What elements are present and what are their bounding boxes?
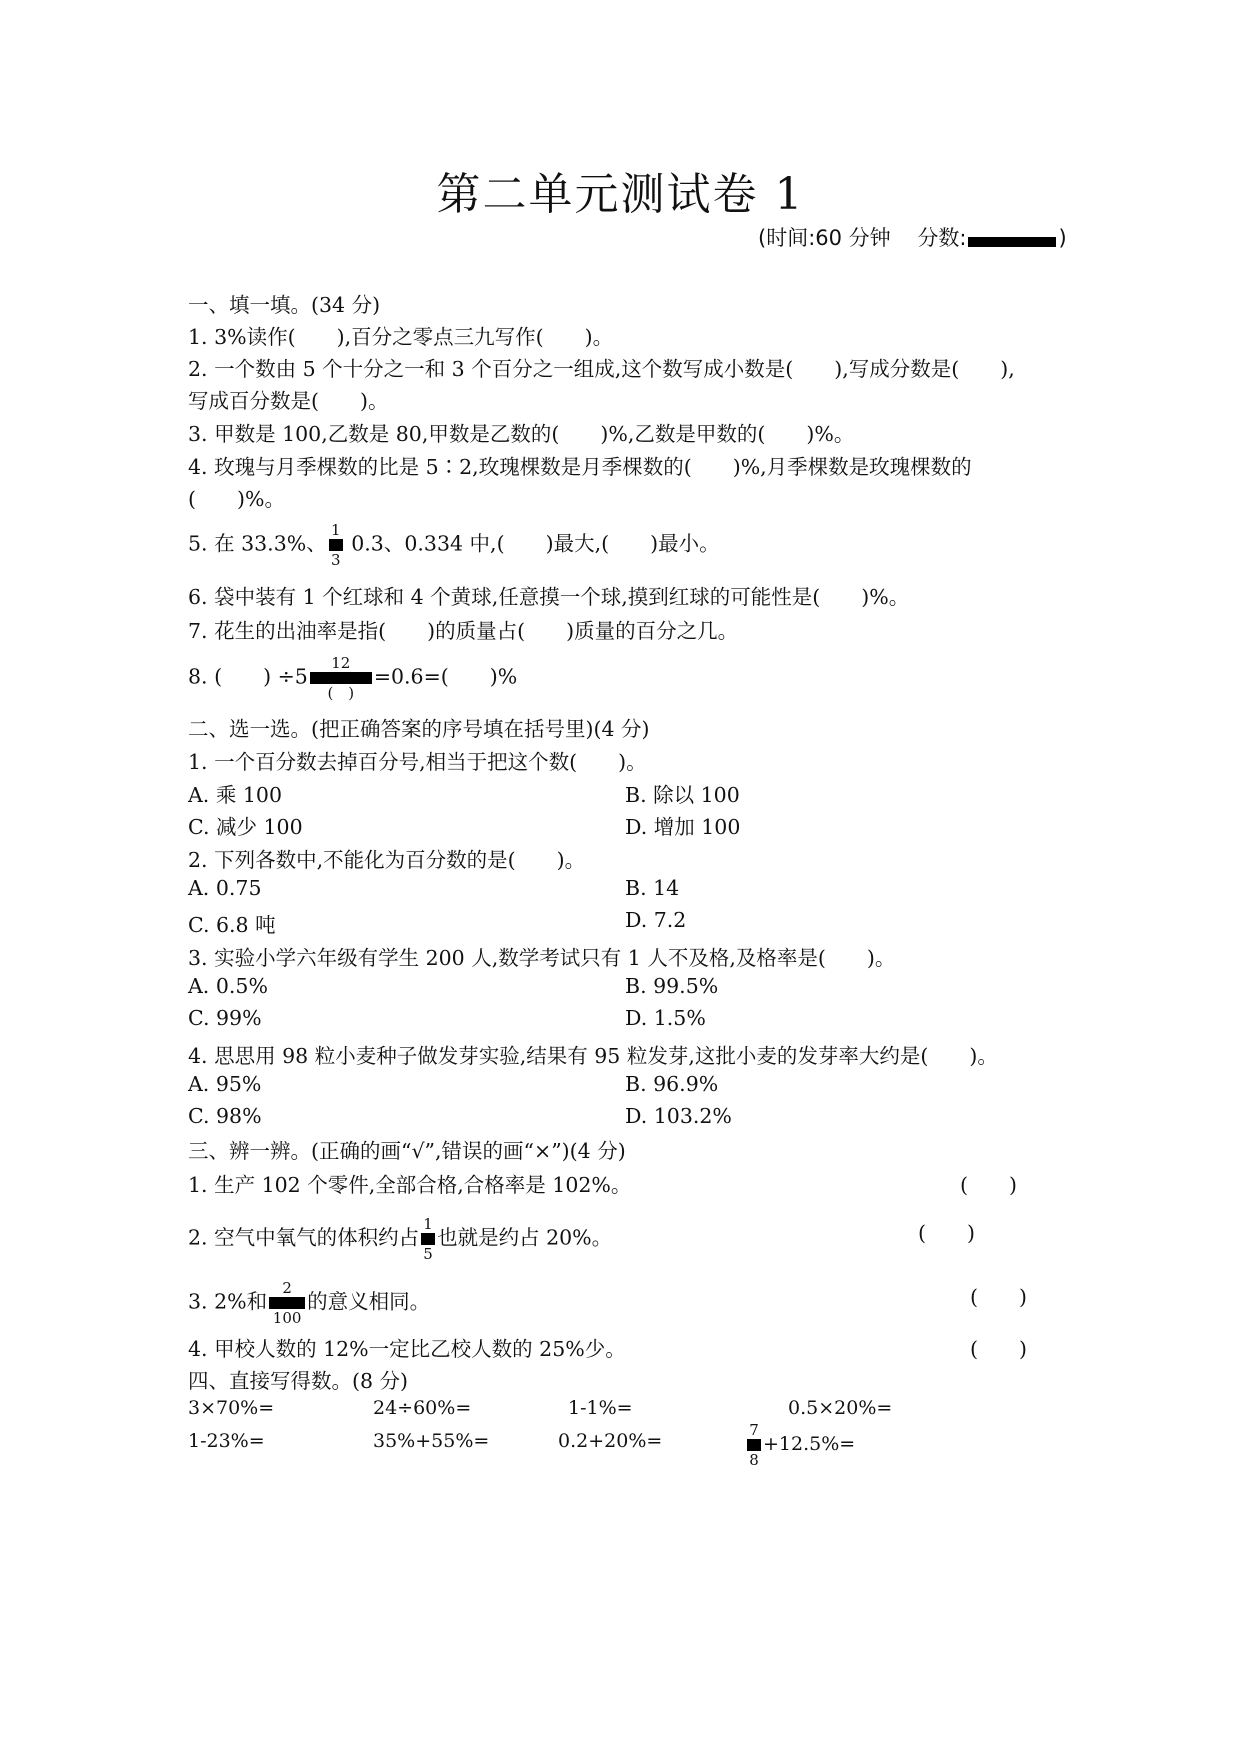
section1-heading: 一、填一填。(34 分) <box>188 293 381 317</box>
s1-q7: 7. 花生的出油率是指( )的质量占( )质量的百分之几。 <box>188 619 739 643</box>
score-label: 分数: <box>917 226 967 250</box>
s2-q2-a: A. 0.75 <box>188 876 262 900</box>
s1-q3: 3. 甲数是 100,乙数是 80,甲数是乙数的( )%,乙数是甲数的( )%。 <box>188 422 855 446</box>
fraction: 2 100 <box>269 1280 305 1326</box>
calc-r2c2: 35%+55%= <box>373 1430 490 1452</box>
s2-q2-d: D. 7.2 <box>625 908 687 932</box>
s1-q5: 5. 在 33.3%、 1 3 0.3、0.334 中,( )最大,( )最小。 <box>188 521 720 569</box>
s2-q3-c: C. 99% <box>188 1006 262 1030</box>
s3-q1-answer-paren[interactable]: ( ) <box>960 1173 1017 1197</box>
s3-q2-answer-paren[interactable]: ( ) <box>918 1221 975 1245</box>
s2-q2-stem: 2. 下列各数中,不能化为百分数的是( )。 <box>188 848 586 872</box>
s1-q6: 6. 袋中装有 1 个红球和 4 个黄球,任意摸一个球,摸到红球的可能性是( )%。 <box>188 585 910 609</box>
s2-q1-b: B. 除以 100 <box>625 783 740 807</box>
calc-r2c3: 0.2+20%= <box>558 1430 663 1452</box>
calc-r2c1: 1-23%= <box>188 1430 265 1452</box>
section4-heading: 四、直接写得数。(8 分) <box>188 1369 409 1393</box>
s2-q1-a: A. 乘 100 <box>188 783 282 807</box>
calc-r1c3: 1-1%= <box>568 1397 633 1419</box>
s2-q1-c: C. 减少 100 <box>188 815 303 839</box>
s3-q4: 4. 甲校人数的 12%一定比乙校人数的 25%少。 <box>188 1337 626 1361</box>
s2-q4-a: A. 95% <box>188 1072 262 1096</box>
s1-q8: 8. ( ) ÷5 12 ( ) =0.6=( )% <box>188 654 518 702</box>
s2-q3-a: A. 0.5% <box>188 974 268 998</box>
s2-q1-stem: 1. 一个百分数去掉百分号,相当于把这个数( )。 <box>188 750 647 774</box>
calc-r1c2: 24÷60%= <box>373 1397 472 1419</box>
s3-q3: 3. 2%和 2 100 的意义相同。 <box>188 1279 431 1327</box>
s1-q4b: ( )%。 <box>188 487 285 511</box>
close-paren: ) <box>1058 226 1067 250</box>
fraction: 1 3 <box>329 522 343 568</box>
s1-q1: 1. 3%读作( ),百分之零点三九写作( )。 <box>188 325 614 349</box>
section2-heading: 二、选一选。(把正确答案的序号填在括号里)(4 分) <box>188 717 650 741</box>
s3-q4-answer-paren[interactable]: ( ) <box>970 1337 1027 1361</box>
fraction: 1 5 <box>421 1216 435 1262</box>
page-title: 第二单元测试卷 1 <box>436 169 805 220</box>
s1-q4a: 4. 玫瑰与月季棵数的比是 5∶2,玫瑰棵数是月季棵数的( )%,月季棵数是玫瑰棵数的 <box>188 455 972 479</box>
s3-q1: 1. 生产 102 个零件,全部合格,合格率是 102%。 <box>188 1173 632 1197</box>
section3-heading: 三、辨一辨。(正确的画“√”,错误的画“×”)(4 分) <box>188 1139 626 1163</box>
score-blank <box>968 237 1056 247</box>
calc-r1c4: 0.5×20%= <box>788 1397 893 1419</box>
s2-q4-stem: 4. 思思用 98 粒小麦种子做发芽实验,结果有 95 粒发芽,这批小麦的发芽率大约是( )。 <box>188 1044 998 1068</box>
fraction: 12 ( ) <box>310 655 372 701</box>
s3-q3-answer-paren[interactable]: ( ) <box>970 1285 1027 1309</box>
s3-q2: 2. 空气中氧气的体积约占 1 5 也就是约占 20%。 <box>188 1215 613 1263</box>
s2-q4-b: B. 96.9% <box>625 1072 719 1096</box>
s1-q2a: 2. 一个数由 5 个十分之一和 3 个百分之一组成,这个数写成小数是( ),写成分数是( ), <box>188 357 1015 381</box>
s2-q3-b: B. 99.5% <box>625 974 719 998</box>
time-label: (时间:60 分钟 <box>758 226 891 250</box>
s2-q3-d: D. 1.5% <box>625 1006 706 1030</box>
calc-r1c1: 3×70%= <box>188 1397 275 1419</box>
s1-q2b: 写成百分数是( )。 <box>188 389 389 413</box>
s2-q2-b: B. 14 <box>625 876 680 900</box>
time-score-line <box>758 222 1067 252</box>
s2-q4-d: D. 103.2% <box>625 1104 732 1128</box>
fraction: 7 8 <box>747 1422 761 1468</box>
s2-q3-stem: 3. 实验小学六年级有学生 200 人,数学考试只有 1 人不及格,及格率是( )。 <box>188 946 896 970</box>
s2-q2-c: C. 6.8 吨 <box>188 913 276 937</box>
s2-q4-c: C. 98% <box>188 1104 262 1128</box>
calc-r2c4: 7 8 +12.5%= <box>745 1422 855 1468</box>
s2-q1-d: D. 增加 100 <box>625 815 741 839</box>
